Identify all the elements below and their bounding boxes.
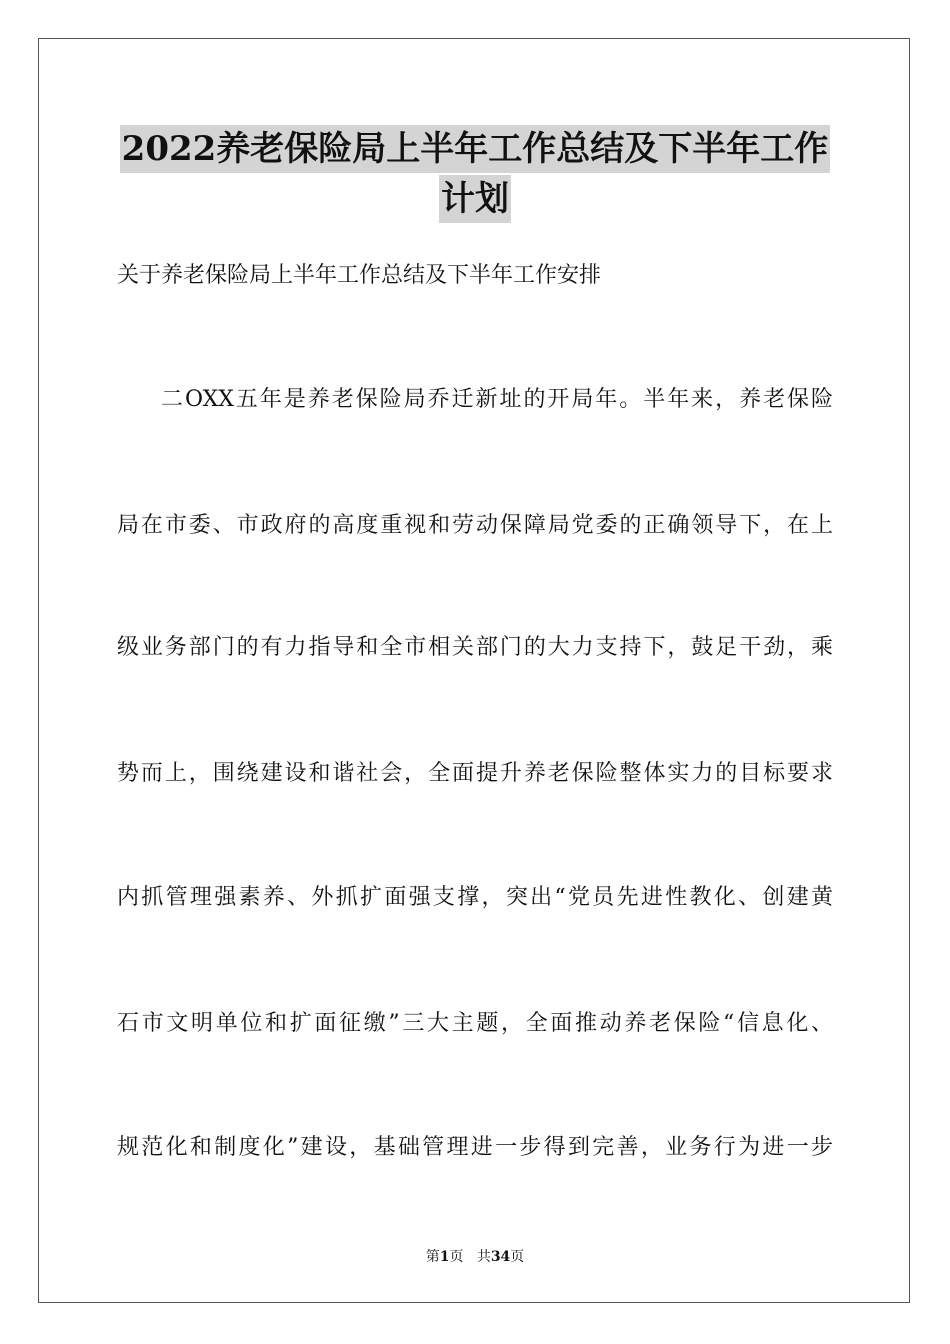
footer-total-pages: 34	[490, 1249, 511, 1265]
footer-total-unit: 页	[510, 1249, 525, 1265]
page-border	[38, 38, 910, 1303]
document-title	[0, 125, 950, 225]
title-line-1: 2022养老保险局上半年工作总结及下半年工作	[120, 125, 831, 173]
document-subtitle: 关于养老保险局上半年工作总结及下半年工作安排	[117, 263, 602, 288]
title-line-2: 计划	[439, 175, 511, 223]
footer-page-number: 1	[439, 1249, 450, 1265]
body-line-3: 级业务部门的有力指导和全市相关部门的大力支持下，鼓足干劲，乘	[117, 635, 833, 660]
footer-page-unit: 页	[449, 1249, 464, 1265]
footer-total-prefix: 共	[476, 1249, 491, 1265]
body-line-7: 规范化和制度化”建设，基础管理进一步得到完善，业务行为进一步	[117, 1135, 833, 1160]
body-line-6: 石市文明单位和扩面征缴”三大主题，全面推动养老保险“信息化、	[117, 1011, 833, 1036]
body-line-4: 势而上，围绕建设和谐社会，全面提升养老保险整体实力的目标要求	[117, 761, 833, 786]
body-line-5: 内抓管理强素养、外抓扩面强支撑，突出“党员先进性教化、创建黄	[117, 885, 833, 910]
footer-page-prefix: 第	[425, 1249, 440, 1265]
page-footer	[0, 1248, 950, 1266]
body-line-2: 局在市委、市政府的高度重视和劳动保障局党委的正确领导下，在上	[117, 513, 833, 538]
body-line-1: 二OXX五年是养老保险局乔迁新址的开局年。半年来，养老保险	[161, 387, 833, 412]
